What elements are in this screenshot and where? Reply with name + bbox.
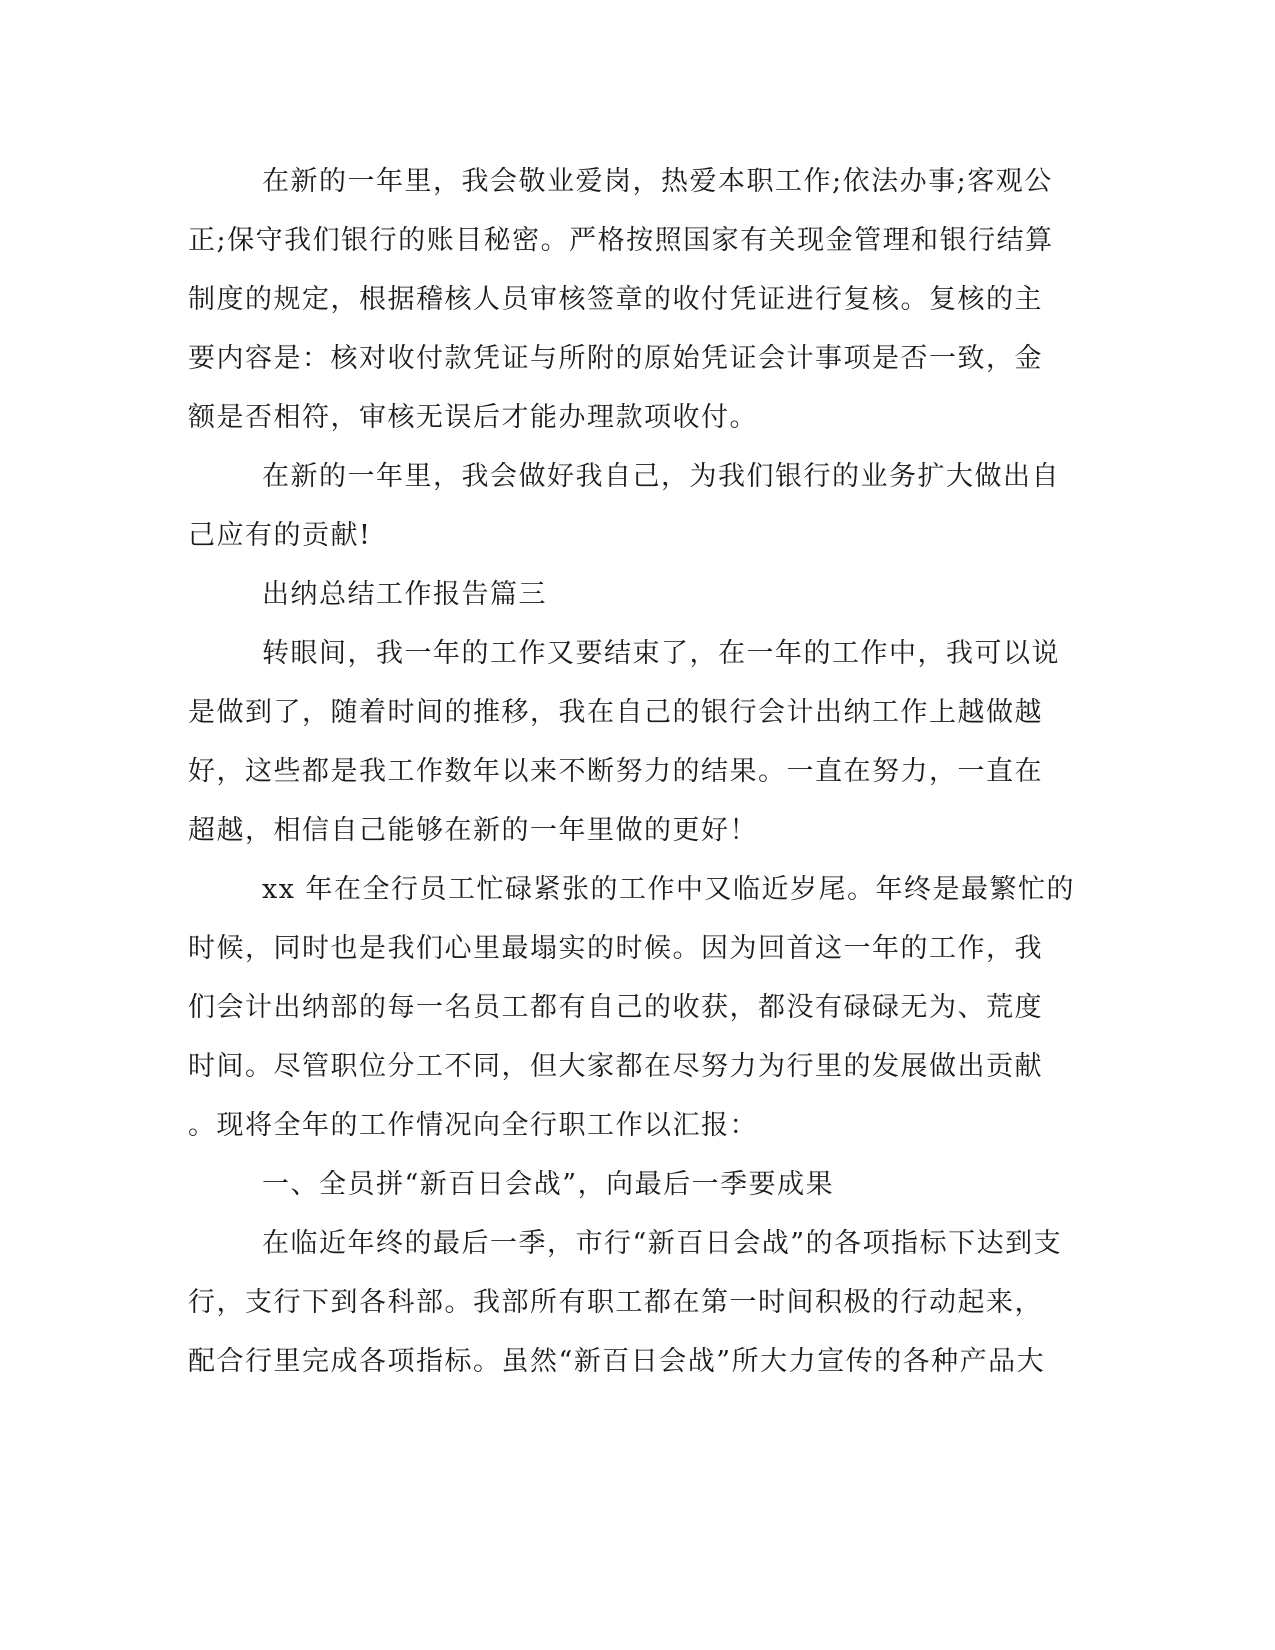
paragraph-line: 己应有的贡献! (188, 520, 372, 551)
paragraph-line: 正;保守我们银行的账目秘密。严格按照国家有关现金管理和银行结算 (188, 225, 1054, 256)
section-heading: 出纳总结工作报告篇三 (262, 579, 547, 610)
paragraph-line: 时间。尽管职位分工不同，但大家都在尽努力为行里的发展做出贡献 (188, 1051, 1043, 1082)
paragraph-line: 是做到了，随着时间的推移，我在自己的银行会计出纳工作上越做越 (188, 697, 1043, 728)
paragraph-line: 在新的一年里，我会敬业爱岗，热爱本职工作;依法办事;客观公 (262, 166, 1053, 197)
paragraph-line: 超越，相信自己能够在新的一年里做的更好！ (188, 815, 758, 846)
section-heading: 一、全员拼“新百日会战”，向最后一季要成果 (262, 1169, 835, 1200)
paragraph-line: 转眼间，我一年的工作又要结束了，在一年的工作中，我可以说 (262, 638, 1060, 669)
paragraph-line: 要内容是：核对收付款凭证与所附的原始凭证会计事项是否一致，金 (188, 343, 1043, 374)
paragraph-line: 们会计出纳部的每一名员工都有自己的收获，都没有碌碌无为、荒度 (188, 992, 1043, 1023)
paragraph-line: 时候，同时也是我们心里最塌实的时候。因为回首这一年的工作，我 (188, 933, 1043, 964)
paragraph-line: 好，这些都是我工作数年以来不断努力的结果。一直在努力，一直在 (188, 756, 1043, 787)
paragraph-line: 。现将全年的工作情况向全行职工作以汇报： (188, 1110, 758, 1141)
paragraph-line: 配合行里完成各项指标。虽然“新百日会战”所大力宣传的各种产品大 (188, 1346, 1046, 1377)
paragraph-line: 行，支行下到各科部。我部所有职工都在第一时间积极的行动起来， (188, 1287, 1043, 1318)
paragraph-line: 在新的一年里，我会做好我自己，为我们银行的业务扩大做出自 (262, 461, 1060, 492)
paragraph-line: xx 年在全行员工忙碌紧张的工作中又临近岁尾。年终是最繁忙的 (262, 874, 1076, 905)
paragraph-line: 额是否相符，审核无误后才能办理款项收付。 (188, 402, 758, 433)
paragraph-line: 制度的规定，根据稽核人员审核签章的收付凭证进行复核。复核的主 (188, 284, 1043, 315)
paragraph-line: 在临近年终的最后一季，市行“新百日会战”的各项指标下达到支 (262, 1228, 1063, 1259)
